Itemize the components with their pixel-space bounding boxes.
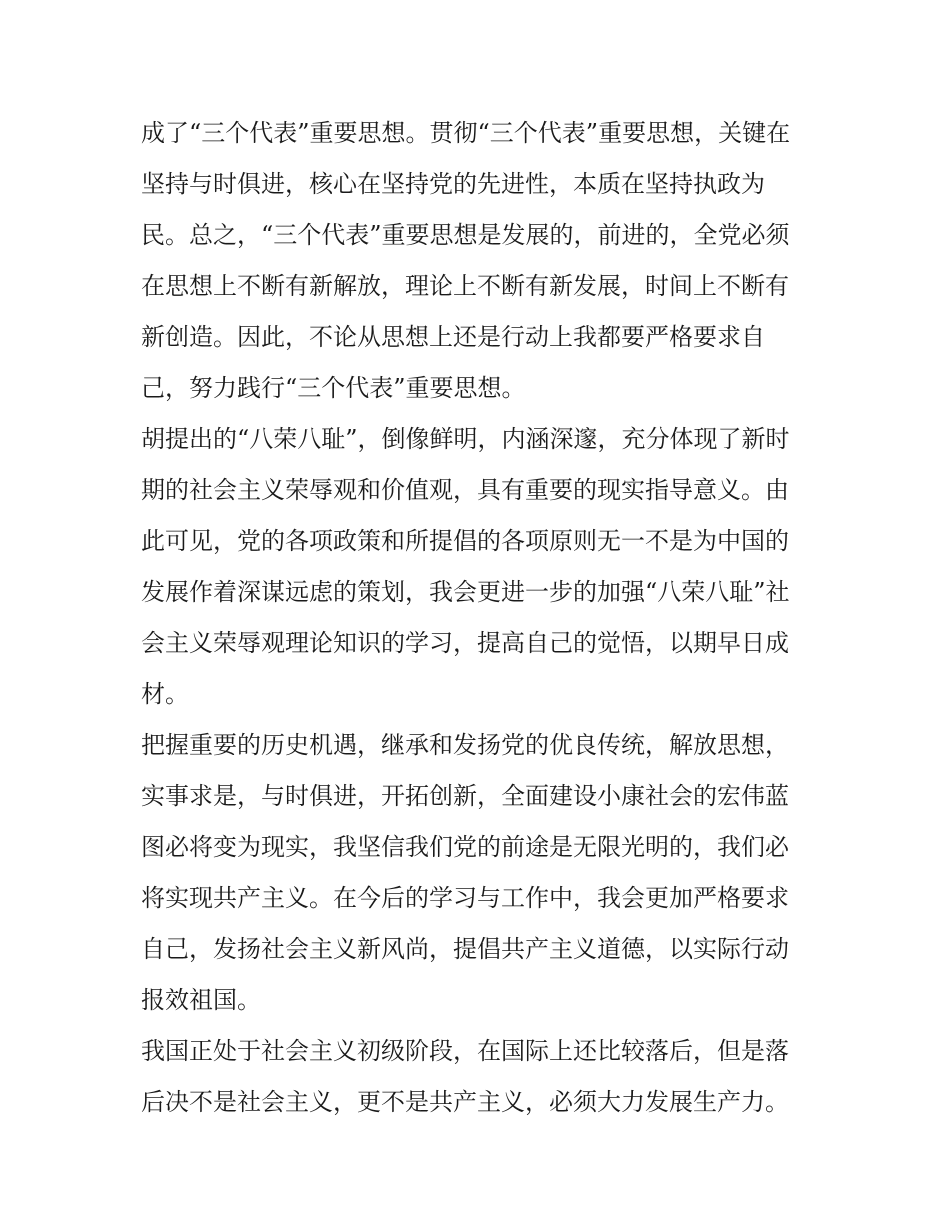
- text-line: 成了“三个代表”重要思想。贯彻“三个代表”重要思想，关键在: [141, 119, 791, 147]
- text-line: 实事求是，与时俱进，开拓创新，全面建设小康社会的宏伟蓝: [141, 782, 789, 810]
- text-line: 我国正处于社会主义初级阶段，在国际上还比较落后，但是落: [141, 1037, 789, 1065]
- text-line: 坚持与时俱进，核心在坚持党的先进性，本质在坚持执政为: [141, 170, 765, 198]
- text-line: 发展作着深谋远虑的策划，我会更进一步的加强“八荣八耻”社: [141, 578, 790, 606]
- text-line: 会主义荣辱观理论知识的学习，提高自己的觉悟，以期早日成: [141, 629, 789, 657]
- text-line: 报效祖国。: [141, 986, 261, 1014]
- text-line: 己，努力践行“三个代表”重要思想。: [141, 374, 526, 402]
- text-line: 胡提出的“八荣八耻”，倒像鲜明，内涵深邃，充分体现了新时: [141, 425, 790, 453]
- text-line: 此可见，党的各项政策和所提倡的各项原则无一不是为中国的: [141, 527, 789, 555]
- text-line: 将实现共产主义。在今后的学习与工作中，我会更加严格要求: [141, 884, 789, 912]
- text-line: 自己，发扬社会主义新风尚，提倡共产主义道德，以实际行动: [141, 935, 789, 963]
- text-line: 后决不是社会主义，更不是共产主义，必须大力发展生产力。: [141, 1088, 789, 1116]
- text-line: 新创造。因此，不论从思想上还是行动上我都要严格要求自: [141, 323, 765, 351]
- text-line: 民。总之，“三个代表”重要思想是发展的，前进的，全党必须: [141, 221, 790, 249]
- document-body: [141, 108, 821, 1128]
- text-line: 材。: [141, 680, 189, 708]
- text-line: 在思想上不断有新解放，理论上不断有新发展，时间上不断有: [141, 272, 789, 300]
- text-line: 图必将变为现实，我坚信我们党的前途是无限光明的，我们必: [141, 833, 789, 861]
- text-line: 期的社会主义荣辱观和价值观，具有重要的现实指导意义。由: [141, 476, 789, 504]
- text-line: 把握重要的历史机遇，继承和发扬党的优良传统，解放思想，: [141, 731, 789, 759]
